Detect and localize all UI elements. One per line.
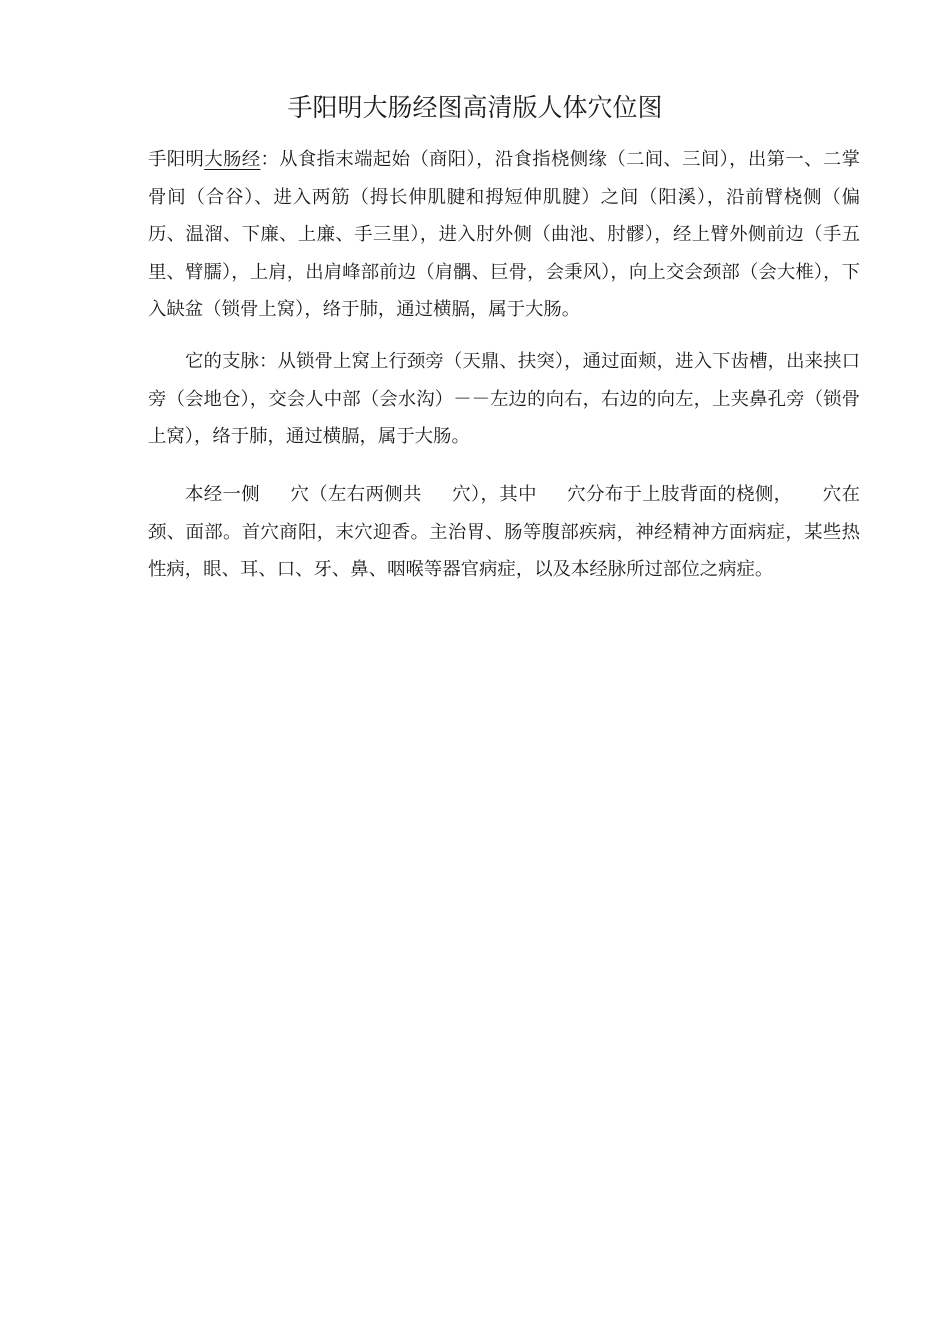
paragraph-main-meridian: [148, 141, 860, 329]
meridian-term: 大肠经: [204, 149, 261, 170]
paragraph-branch: 它的支脉：从锁骨上窝上行颈旁（天鼎、扶突），通过面颊，进入下齿槽，出来挟口旁（会地仓），交会人中部（会水沟）－－左边的向右，右边的向左，上夹鼻孔旁（锁骨上窝），络于肺，通过横膈，属于大肠。: [148, 351, 860, 448]
paragraph-acupoints: [148, 476, 860, 589]
acupoints-seg3: 穴），其中: [451, 484, 537, 505]
paragraph-lead: 手阳明: [148, 149, 205, 170]
page-title: 手阳明大肠经图高清版人体穴位图: [287, 93, 663, 122]
acupoints-seg2: 穴（左右两侧共: [290, 484, 422, 505]
acupoints-seg5: 穴在颈、面部。首穴商阳，末穴迎香。主治胃、肠等腹部疾病，神经精神方面病症，某些热性病，眼、耳、口、牙、鼻、咽喉等器官病症，以及本经脉所过部位之病症。: [148, 484, 860, 581]
acupoints-seg4: 穴分布于上肢背面的桡侧，: [566, 484, 793, 505]
paragraph-body: ：从食指末端起始（商阳），沿食指桡侧缘（二间、三间），出第一、二掌骨间（合谷）、进入两筋（拇长伸肌腱和拇短伸肌腱）之间（阳溪），沿前臂桡侧（偏历、温溜、下廉、上廉、手三里），进入肘外侧（曲池、肘髎），经上臂外侧前边（手五里、臂臑），上肩，出肩峰部前边（肩髃、巨骨，会秉风），向上交会颈部（会大椎），下入缺盆（锁骨上窝），络于肺，通过横膈，属于大肠。: [148, 149, 860, 321]
acupoints-seg1: 本经一侧: [185, 484, 261, 505]
